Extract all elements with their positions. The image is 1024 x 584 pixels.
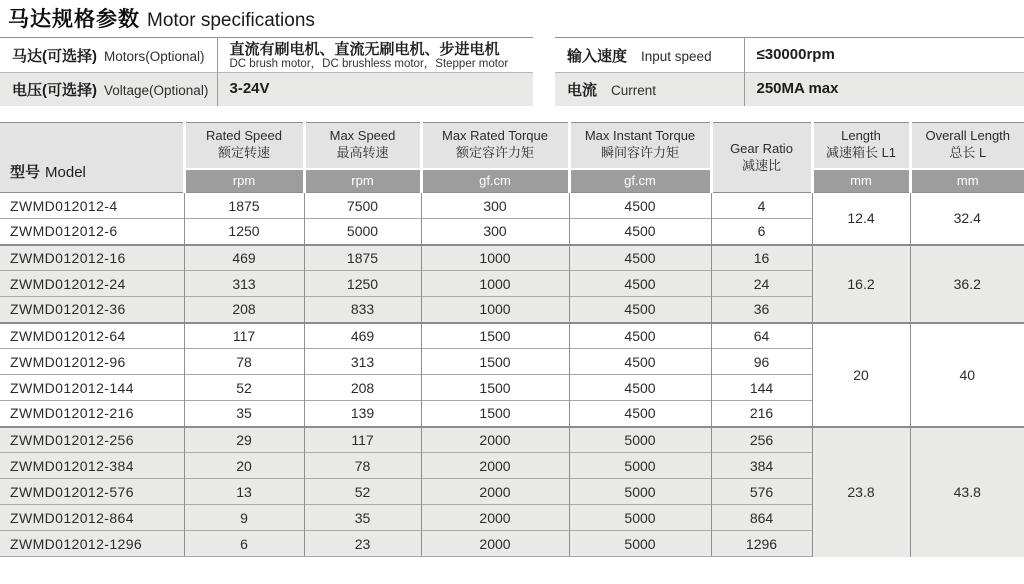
model-cell: ZWMD012012-864 <box>0 505 184 531</box>
gear-ratio-cell: 864 <box>711 505 812 531</box>
length-cell: 12.4 <box>812 193 910 245</box>
max-speed-cell: 833 <box>304 297 421 323</box>
model-cell: ZWMD012012-576 <box>0 479 184 505</box>
max-instant-torque-cell: 5000 <box>569 479 711 505</box>
max-rated-torque-cell: 1000 <box>421 245 569 271</box>
gear-ratio-column-header <box>711 123 812 193</box>
gear-ratio-cell: 576 <box>711 479 812 505</box>
motors-value-zh: 直流有刷电机、直流无刷电机、步进电机 <box>229 41 500 59</box>
gear-ratio-cell: 216 <box>711 401 812 427</box>
gear-ratio-cell: 6 <box>711 219 812 245</box>
max-speed-cell: 7500 <box>304 193 421 219</box>
spec-table-body <box>0 193 1024 557</box>
table-row <box>555 38 1024 73</box>
page-title-zh: 马达规格参数 <box>8 8 140 31</box>
max-speed-cell: 52 <box>304 479 421 505</box>
length-unit-cell: mm <box>812 169 910 193</box>
max-rated-torque-unit-cell: gf.cm <box>421 169 569 193</box>
max-speed-cell: 139 <box>304 401 421 427</box>
overall-length-column-header <box>910 123 1024 169</box>
max-instant-torque-cell: 4500 <box>569 401 711 427</box>
page-title-en: Motor specifications <box>147 10 315 31</box>
model-cell: ZWMD012012-384 <box>0 453 184 479</box>
gear-ratio-cell: 24 <box>711 271 812 297</box>
input-speed-label-en: Input speed <box>641 48 712 64</box>
model-cell: ZWMD012012-144 <box>0 375 184 401</box>
column-header-zh: 瞬间容许力矩 <box>600 145 679 161</box>
max-instant-torque-cell: 4500 <box>569 323 711 349</box>
overall-length-cell: 36.2 <box>910 245 1024 323</box>
current-value: 250MA max <box>756 80 839 98</box>
max-instant-torque-cell: 4500 <box>569 375 711 401</box>
max-instant-torque-cell: 4500 <box>569 297 711 323</box>
length-cell: 20 <box>812 323 910 427</box>
max-speed-cell: 1875 <box>304 245 421 271</box>
max-rated-torque-cell: 1500 <box>421 375 569 401</box>
gear-ratio-cell: 1296 <box>711 531 812 557</box>
rated-speed-cell: 13 <box>184 479 304 505</box>
rated-speed-cell: 117 <box>184 323 304 349</box>
table-row <box>0 38 533 73</box>
column-header-zh: 额定容许力矩 <box>455 145 534 161</box>
length-cell: 23.8 <box>812 427 910 557</box>
gear-ratio-cell: 96 <box>711 349 812 375</box>
table-row <box>0 427 1024 453</box>
column-header-zh: 减速箱长 L1 <box>825 145 897 161</box>
max-rated-torque-cell: 300 <box>421 193 569 219</box>
max-instant-torque-cell: 4500 <box>569 271 711 297</box>
max-instant-torque-cell: 4500 <box>569 193 711 219</box>
rated-speed-cell: 35 <box>184 401 304 427</box>
rated-speed-cell: 1875 <box>184 193 304 219</box>
max-rated-torque-cell: 2000 <box>421 427 569 453</box>
model-cell: ZWMD012012-4 <box>0 193 184 219</box>
max-instant-torque-cell: 5000 <box>569 531 711 557</box>
overall-length-cell: 40 <box>910 323 1024 427</box>
rated-speed-cell: 469 <box>184 245 304 271</box>
motors-label-cell <box>0 38 217 73</box>
max-rated-torque-cell: 1000 <box>421 271 569 297</box>
gear-ratio-cell: 384 <box>711 453 812 479</box>
model-column-header <box>0 123 184 193</box>
model-header-en: Model <box>45 164 86 181</box>
voltage-label-zh: 电压(可选择) <box>12 81 97 99</box>
max-instant-torque-cell: 5000 <box>569 427 711 453</box>
max-rated-torque-cell: 1500 <box>421 349 569 375</box>
motor-voltage-table <box>0 37 533 106</box>
model-cell: ZWMD012012-96 <box>0 349 184 375</box>
max-rated-torque-cell: 1500 <box>421 401 569 427</box>
max-speed-cell: 78 <box>304 453 421 479</box>
max-instant-torque-cell: 5000 <box>569 505 711 531</box>
input-speed-label-cell <box>555 38 744 73</box>
motors-value-en: DC brush motor，DC brushless motor，Stepper motor <box>229 58 509 71</box>
overall-length-cell: 43.8 <box>910 427 1024 557</box>
column-header-zh: 额定转速 <box>217 145 270 161</box>
table-row <box>0 245 1024 271</box>
length-cell: 16.2 <box>812 245 910 323</box>
model-cell: ZWMD012012-64 <box>0 323 184 349</box>
column-header-en: Rated Speed <box>206 128 282 144</box>
spec-table-header <box>0 123 1024 193</box>
voltage-value: 3-24V <box>229 80 270 98</box>
motors-label-zh: 马达(可选择) <box>12 47 97 65</box>
column-header-en: Max Instant Torque <box>584 128 696 144</box>
table-row <box>0 193 1024 219</box>
table-row <box>555 73 1024 106</box>
max-speed-column-header <box>304 123 421 169</box>
column-header-en: Max Speed <box>329 128 396 144</box>
voltage-label-en: Voltage(Optional) <box>104 82 209 98</box>
length-column-header <box>812 123 910 169</box>
rated-speed-cell: 29 <box>184 427 304 453</box>
rated-speed-cell: 208 <box>184 297 304 323</box>
rated-speed-cell: 20 <box>184 453 304 479</box>
page-title <box>8 3 315 33</box>
max-instant-torque-column-header <box>569 123 711 169</box>
model-cell: ZWMD012012-1296 <box>0 531 184 557</box>
header-row-titles <box>0 123 1024 169</box>
table-row <box>0 323 1024 349</box>
max-rated-torque-cell: 1000 <box>421 297 569 323</box>
model-cell: ZWMD012012-6 <box>0 219 184 245</box>
max-rated-torque-cell: 2000 <box>421 505 569 531</box>
max-speed-cell: 5000 <box>304 219 421 245</box>
rated-speed-cell: 78 <box>184 349 304 375</box>
max-rated-torque-cell: 300 <box>421 219 569 245</box>
column-header-en: Length <box>841 128 881 144</box>
max-speed-cell: 208 <box>304 375 421 401</box>
rated-speed-cell: 52 <box>184 375 304 401</box>
rated-speed-cell: 1250 <box>184 219 304 245</box>
input-speed-value-cell <box>744 38 1024 73</box>
column-header-zh: 最高转速 <box>336 145 389 161</box>
current-label-en: Current <box>611 82 657 98</box>
model-cell: ZWMD012012-16 <box>0 245 184 271</box>
column-header-en: Gear Ratio <box>730 140 793 156</box>
table-row <box>0 73 533 106</box>
max-instant-torque-cell: 4500 <box>569 245 711 271</box>
gear-ratio-cell: 36 <box>711 297 812 323</box>
model-cell: ZWMD012012-256 <box>0 427 184 453</box>
rated-speed-cell: 313 <box>184 271 304 297</box>
max-instant-torque-unit-cell: gf.cm <box>569 169 711 193</box>
max-rated-torque-cell: 2000 <box>421 453 569 479</box>
gear-ratio-cell: 256 <box>711 427 812 453</box>
gear-ratio-cell: 64 <box>711 323 812 349</box>
max-rated-torque-cell: 2000 <box>421 531 569 557</box>
gear-ratio-cell: 16 <box>711 245 812 271</box>
gear-ratio-cell: 144 <box>711 375 812 401</box>
max-instant-torque-cell: 5000 <box>569 453 711 479</box>
voltage-value-cell <box>217 73 533 106</box>
column-header-zh: 减速比 <box>741 157 781 173</box>
model-header-zh: 型号 <box>10 164 41 181</box>
speed-current-table <box>555 37 1024 106</box>
gear-ratio-cell: 4 <box>711 193 812 219</box>
spec-table <box>0 122 1024 557</box>
max-instant-torque-cell: 4500 <box>569 349 711 375</box>
model-cell: ZWMD012012-36 <box>0 297 184 323</box>
max-speed-cell: 1250 <box>304 271 421 297</box>
column-header-zh: 总长 L <box>949 145 987 161</box>
max-speed-cell: 23 <box>304 531 421 557</box>
motors-value-cell <box>217 38 533 73</box>
max-rated-torque-cell: 1500 <box>421 323 569 349</box>
max-speed-cell: 35 <box>304 505 421 531</box>
motors-label-en: Motors(Optional) <box>104 48 205 64</box>
max-rated-torque-column-header <box>421 123 569 169</box>
max-speed-cell: 469 <box>304 323 421 349</box>
current-label-zh: 电流 <box>567 81 598 99</box>
max-rated-torque-cell: 2000 <box>421 479 569 505</box>
current-label-cell <box>555 73 744 106</box>
model-cell: ZWMD012012-24 <box>0 271 184 297</box>
input-speed-value: ≤30000rpm <box>756 46 835 63</box>
current-value-cell <box>744 73 1024 106</box>
rated-speed-unit-cell: rpm <box>184 169 304 193</box>
column-header-en: Overall Length <box>925 128 1011 144</box>
overall-length-unit-cell: mm <box>910 169 1024 193</box>
model-cell: ZWMD012012-216 <box>0 401 184 427</box>
rated-speed-cell: 9 <box>184 505 304 531</box>
rated-speed-cell: 6 <box>184 531 304 557</box>
rated-speed-column-header <box>184 123 304 169</box>
overall-length-cell: 32.4 <box>910 193 1024 245</box>
max-speed-unit-cell: rpm <box>304 169 421 193</box>
max-speed-cell: 313 <box>304 349 421 375</box>
column-header-en: Max Rated Torque <box>442 128 548 144</box>
max-speed-cell: 117 <box>304 427 421 453</box>
voltage-label-cell <box>0 73 217 106</box>
max-instant-torque-cell: 4500 <box>569 219 711 245</box>
input-speed-label-zh: 输入速度 <box>567 47 628 65</box>
